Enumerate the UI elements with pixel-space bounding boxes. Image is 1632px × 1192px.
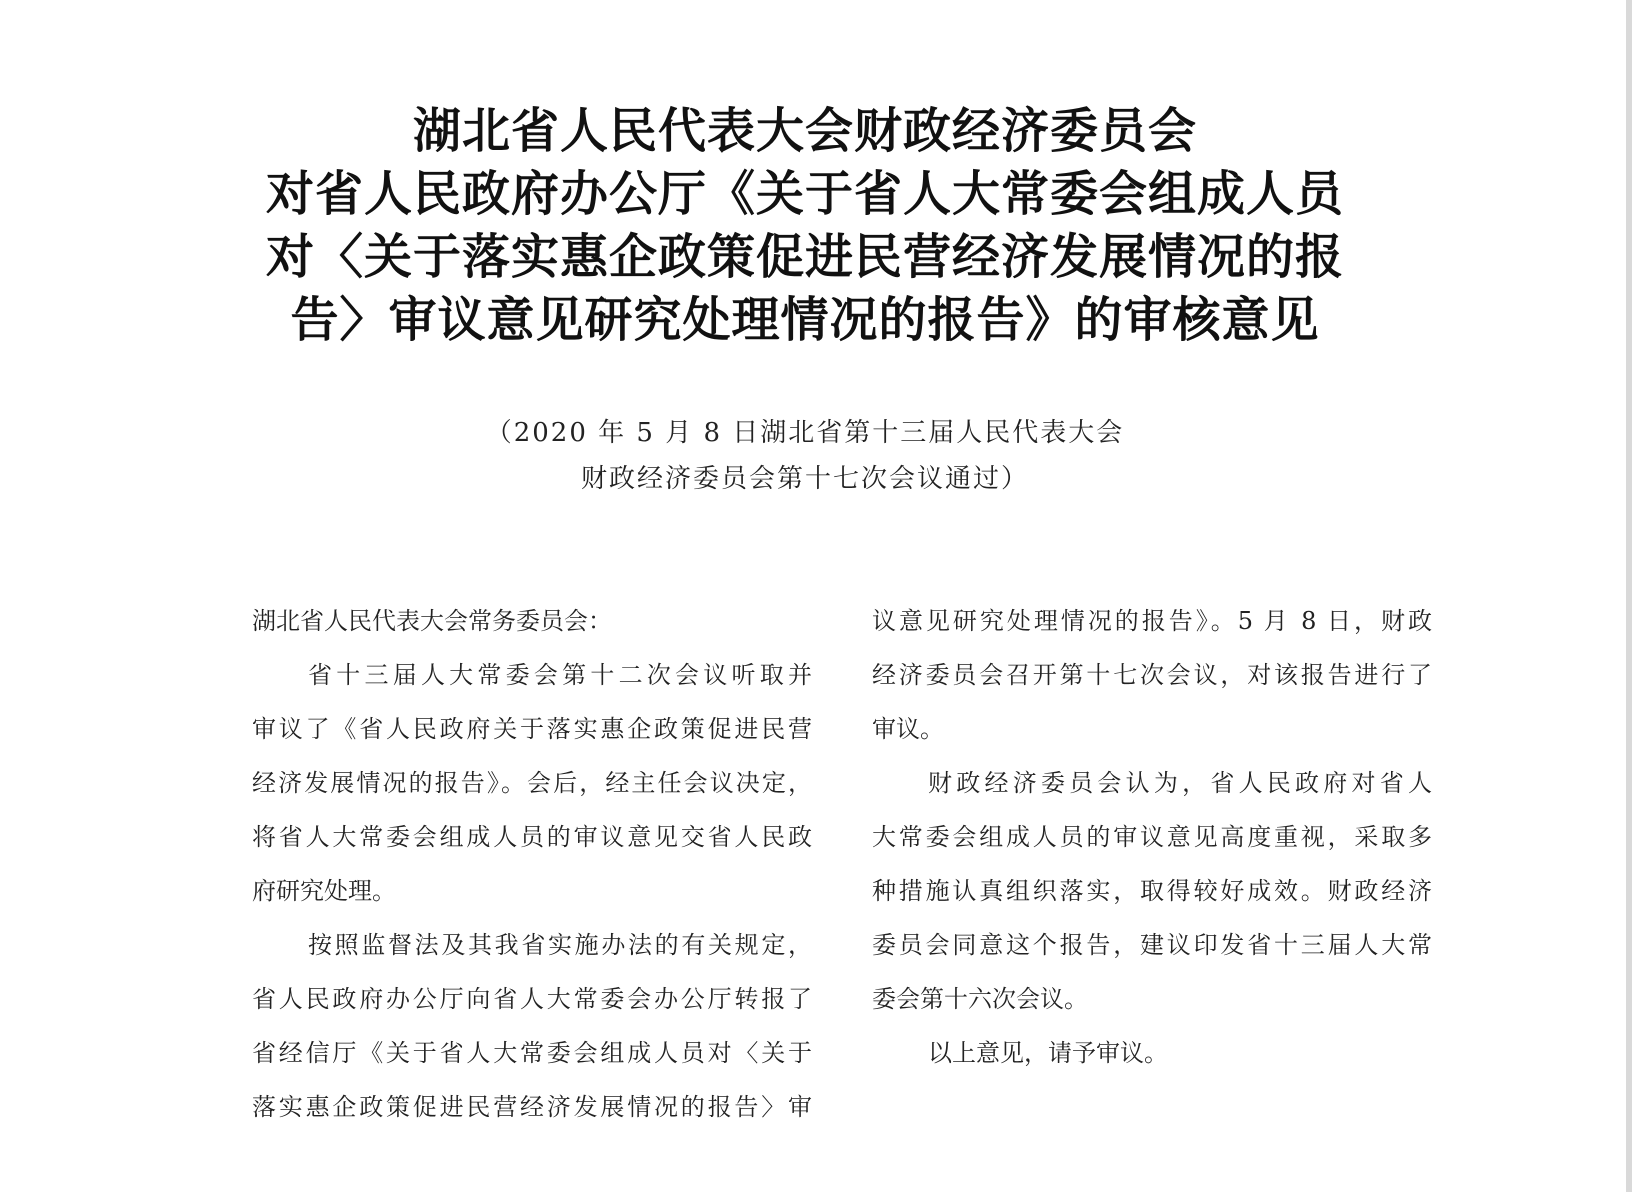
page-edge-shadow — [1626, 0, 1632, 1192]
body-text-line: 省十三届人大常委会第十二次会议听取并 — [308, 661, 812, 689]
body-text-line: 按照监督法及其我省实施办法的有关规定， — [308, 931, 812, 959]
body-text-line: 将省人大常委会组成人员的审议意见交省人民政 — [252, 823, 812, 851]
title-line: 对〈关于落实惠企政策促进民营经济发展情况的报 — [265, 229, 1344, 285]
subtitle-line: 财政经济委员会第十七次会议通过） — [580, 464, 1029, 494]
left-text-column — [252, 594, 812, 1134]
closing-line: 以上意见，请予审议。 — [928, 1039, 1168, 1067]
body-text-line: 委员会同意这个报告，建议印发省十三届人大常 — [872, 931, 1432, 959]
body-text-line: 省人民政府办公厅向省人大常委会办公厅转报了 — [252, 985, 812, 1013]
body-text-line: 经济委员会召开第十七次会议，对该报告进行了 — [872, 661, 1432, 689]
subtitle-line: （2020 年 5 月 8 日湖北省第十三届人民代表大会 — [485, 418, 1125, 448]
body-text-line: 省经信厅《关于省人大常委会组成人员对〈关于 — [252, 1039, 812, 1067]
document-title — [150, 100, 1460, 352]
body-text-line: 审议。 — [872, 715, 944, 743]
body-text-line: 议意见研究处理情况的报告》。5 月 8 日，财政 — [872, 607, 1432, 635]
right-text-column — [872, 594, 1432, 1080]
body-text-line: 审议了《省人民政府关于落实惠企政策促进民营 — [252, 715, 812, 743]
title-line: 湖北省人民代表大会财政经济委员会 — [412, 103, 1197, 159]
body-text-line: 经济发展情况的报告》。会后，经主任会议决定， — [252, 769, 812, 797]
title-line: 告〉审议意见研究处理情况的报告》的审核意见 — [290, 292, 1320, 348]
body-text-line: 财政经济委员会认为，省人民政府对省人 — [928, 769, 1432, 797]
document-subtitle — [300, 410, 1310, 502]
body-text-line: 种措施认真组织落实，取得较好成效。财政经济 — [872, 877, 1432, 905]
body-text-line: 府研究处理。 — [252, 877, 396, 905]
title-line: 对省人民政府办公厅《关于省人大常委会组成人员 — [265, 166, 1344, 222]
body-text-line: 大常委会组成人员的审议意见高度重视，采取多 — [872, 823, 1432, 851]
body-text-line: 委会第十六次会议。 — [872, 985, 1088, 1013]
salutation-line: 湖北省人民代表大会常务委员会： — [252, 607, 612, 635]
body-text-line: 落实惠企政策促进民营经济发展情况的报告〉审 — [252, 1093, 812, 1121]
